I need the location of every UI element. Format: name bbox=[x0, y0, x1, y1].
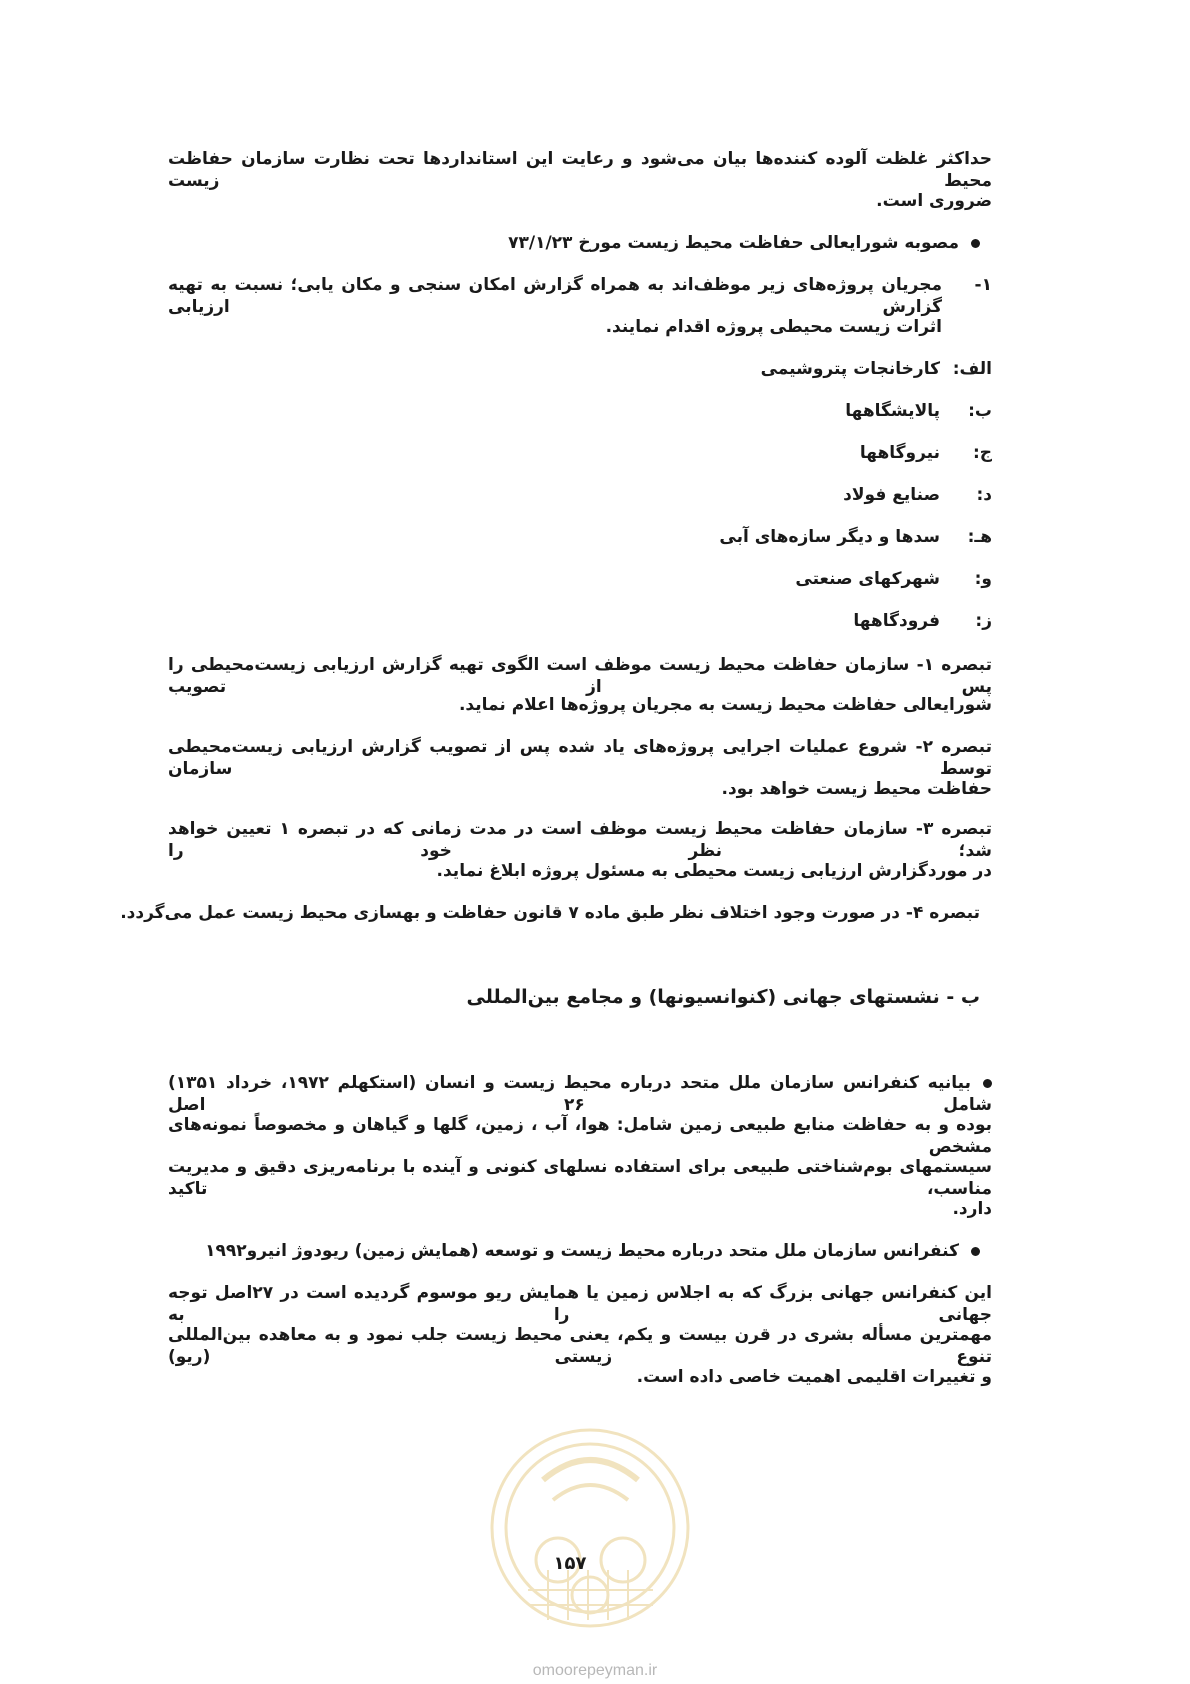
note-3-line-1: تبصره ۳- سازمان حفاظت محیط زیست موظف است در مدت زمانی که در تبصره ۱ تعیین خواهد شد؛ نظر خود را bbox=[168, 819, 993, 861]
list-key: ز: bbox=[975, 611, 992, 631]
page-number: ۱۵۷ bbox=[553, 1553, 587, 1574]
item1-line-2: اثرات زیست محیطی پروژه اقدام نمایند. bbox=[605, 317, 942, 337]
watermark-seal-logo bbox=[488, 1420, 693, 1635]
list-key: ج: bbox=[972, 443, 992, 463]
item-number: ۱- bbox=[974, 275, 992, 295]
note-3-line-2: در موردگزارش ارزیابی زیست محیطی به مسئول پروژه ابلاغ نماید. bbox=[436, 861, 992, 881]
list-item: کارخانجات پتروشیمی bbox=[760, 359, 940, 379]
list-item: پالایشگاهها bbox=[845, 401, 940, 421]
list-item: صنایع فولاد bbox=[843, 485, 940, 505]
list-key: ب: bbox=[968, 401, 992, 421]
stockholm-line-1: بیانیه کنفرانس سازمان ملل متحد درباره محیط زیست و انسان (استکهلم ۱۹۷۲، خرداد ۱۳۵۱) شامل ۲۶ اصل bbox=[168, 1073, 992, 1115]
list-item: سدها و دیگر سازه‌های آبی bbox=[719, 527, 940, 547]
stockholm-line-4: دارد. bbox=[952, 1199, 992, 1219]
rio-line-2: مهمترین مسأله بشری در قرن بیست و یکم، یعنی محیط زیست جلب نمود و به معاهده بین‌المللی تنوع زیستی (ریو) bbox=[168, 1325, 992, 1367]
note-2-line-2: حفاظت محیط زیست خواهد بود. bbox=[721, 779, 992, 799]
list-key: الف: bbox=[952, 359, 992, 379]
list-item: نیروگاهها bbox=[859, 443, 940, 463]
note-2-line-1: تبصره ۲- شروع عملیات اجرایی پروژه‌های یاد شده پس از تصویب گزارش ارزیابی زیست‌محیطی توسط سازمان bbox=[168, 737, 992, 779]
intro-line-1: حداکثر غلظت آلوده کننده‌ها بیان می‌شود و رعایت این استانداردها تحت نظارت سازمان حفاظت محیط زیست bbox=[168, 149, 992, 191]
intro-line-2: ضروری است. bbox=[876, 191, 992, 211]
list-key: د: bbox=[976, 485, 992, 505]
list-key: هـ: bbox=[967, 527, 992, 547]
note-1-line-1: تبصره ۱- سازمان حفاظت محیط زیست موظف است الگوی تهیه گزارش ارزیابی زیست‌محیطی را پس از تصویب bbox=[168, 655, 992, 697]
note-4: تبصره ۴- در صورت وجود اختلاف نظر طبق ماده ۷ قانون حفاظت و بهسازی محیط زیست عمل می‌گردد. bbox=[120, 903, 980, 923]
list-item: شهرکهای صنعتی bbox=[795, 569, 940, 589]
list-key: و: bbox=[974, 569, 992, 589]
rio-bullet: کنفرانس سازمان ملل متحد درباره محیط زیست و توسعه (همایش زمین) ریودوژ انیرو۱۹۹۲ bbox=[205, 1240, 980, 1262]
bullet-approval: مصوبه شورایعالی حفاظت محیط زیست مورخ ۷۳/۱/۲۳ bbox=[508, 232, 980, 254]
item1-line-1: مجریان پروژه‌های زیر موظف‌اند به همراه گزارش امکان سنجی و مکان یابی؛ نسبت به تهیه گزارش ارزیابی bbox=[168, 275, 942, 317]
note-1-line-2: شورایعالی حفاظت محیط زیست به مجریان پروژه‌ها اعلام نماید. bbox=[458, 695, 992, 715]
stockholm-line-3: سیستمهای بوم‌شناختی طبیعی برای استفاده نسلهای کنونی و آینده با برنامه‌ریزی دقیق و مدیریت مناسب، تاکید bbox=[168, 1157, 992, 1199]
rio-line-1: این کنفرانس جهانی بزرگ که به اجلاس زمین یا همایش ریو موسوم گردیده است در ۲۷اصل توجه جهانی را به bbox=[168, 1283, 993, 1325]
watermark-site-url: omoorepeyman.ir bbox=[532, 1662, 658, 1679]
list-item: فرودگاهها bbox=[853, 611, 940, 631]
section-heading: ب - نشستهای جهانی (کنوانسیونها) و مجامع بین‌المللی bbox=[466, 986, 980, 1008]
rio-line-3: و تغییرات اقلیمی اهمیت خاصی داده است. bbox=[636, 1367, 992, 1387]
stockholm-line-2: بوده و به حفاظت منابع طبیعی زمین شامل: هوا، آب ، زمین، گلها و گیاهان و مخصوصاً نمونه‌های مشخص bbox=[168, 1115, 992, 1157]
